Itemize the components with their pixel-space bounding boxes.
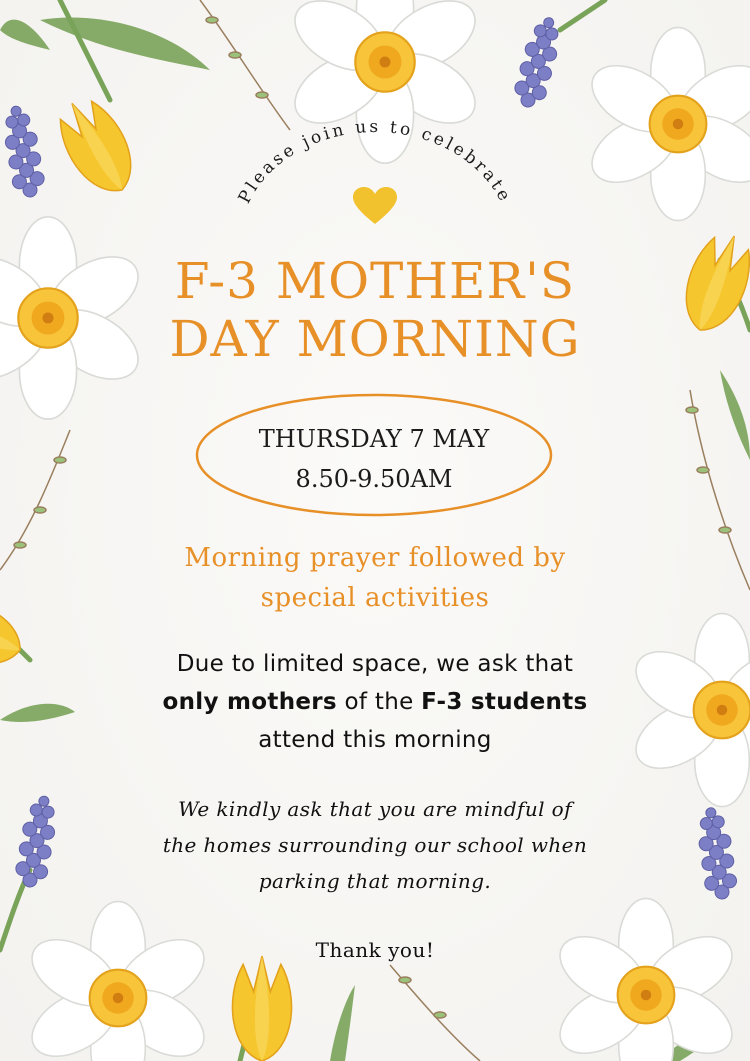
notice-mid: of the [336, 689, 422, 715]
mindful-line2: the homes surrounding our school when [162, 833, 588, 857]
mindful-line3: parking that morning. [258, 869, 492, 893]
arc-text: Please join us to celebrate [234, 116, 516, 207]
event-time: 8.50-9.50AM [295, 465, 453, 493]
heart-icon [352, 186, 398, 226]
arc-heading [215, 110, 535, 250]
event-title-line1: F-3 MOTHER'S [174, 252, 576, 310]
event-date: THURSDAY 7 MAY [258, 425, 490, 453]
thank-you: Thank you! [315, 938, 435, 962]
notice-bold-students: F-3 students [421, 689, 588, 715]
notice-line1: Due to limited space, we ask that [176, 651, 574, 677]
event-title-line2: DAY MORNING [169, 310, 581, 368]
subtitle-line2: special activities [260, 583, 490, 613]
date-oval [194, 392, 554, 518]
subtitle-line1: Morning prayer followed by [184, 543, 566, 573]
mindful-line1: We kindly ask that you are mindful of [178, 797, 572, 821]
notice-bold-mothers: only mothers [162, 689, 337, 715]
notice-line3: attend this morning [258, 727, 492, 753]
notice-line2 [80, 686, 670, 719]
